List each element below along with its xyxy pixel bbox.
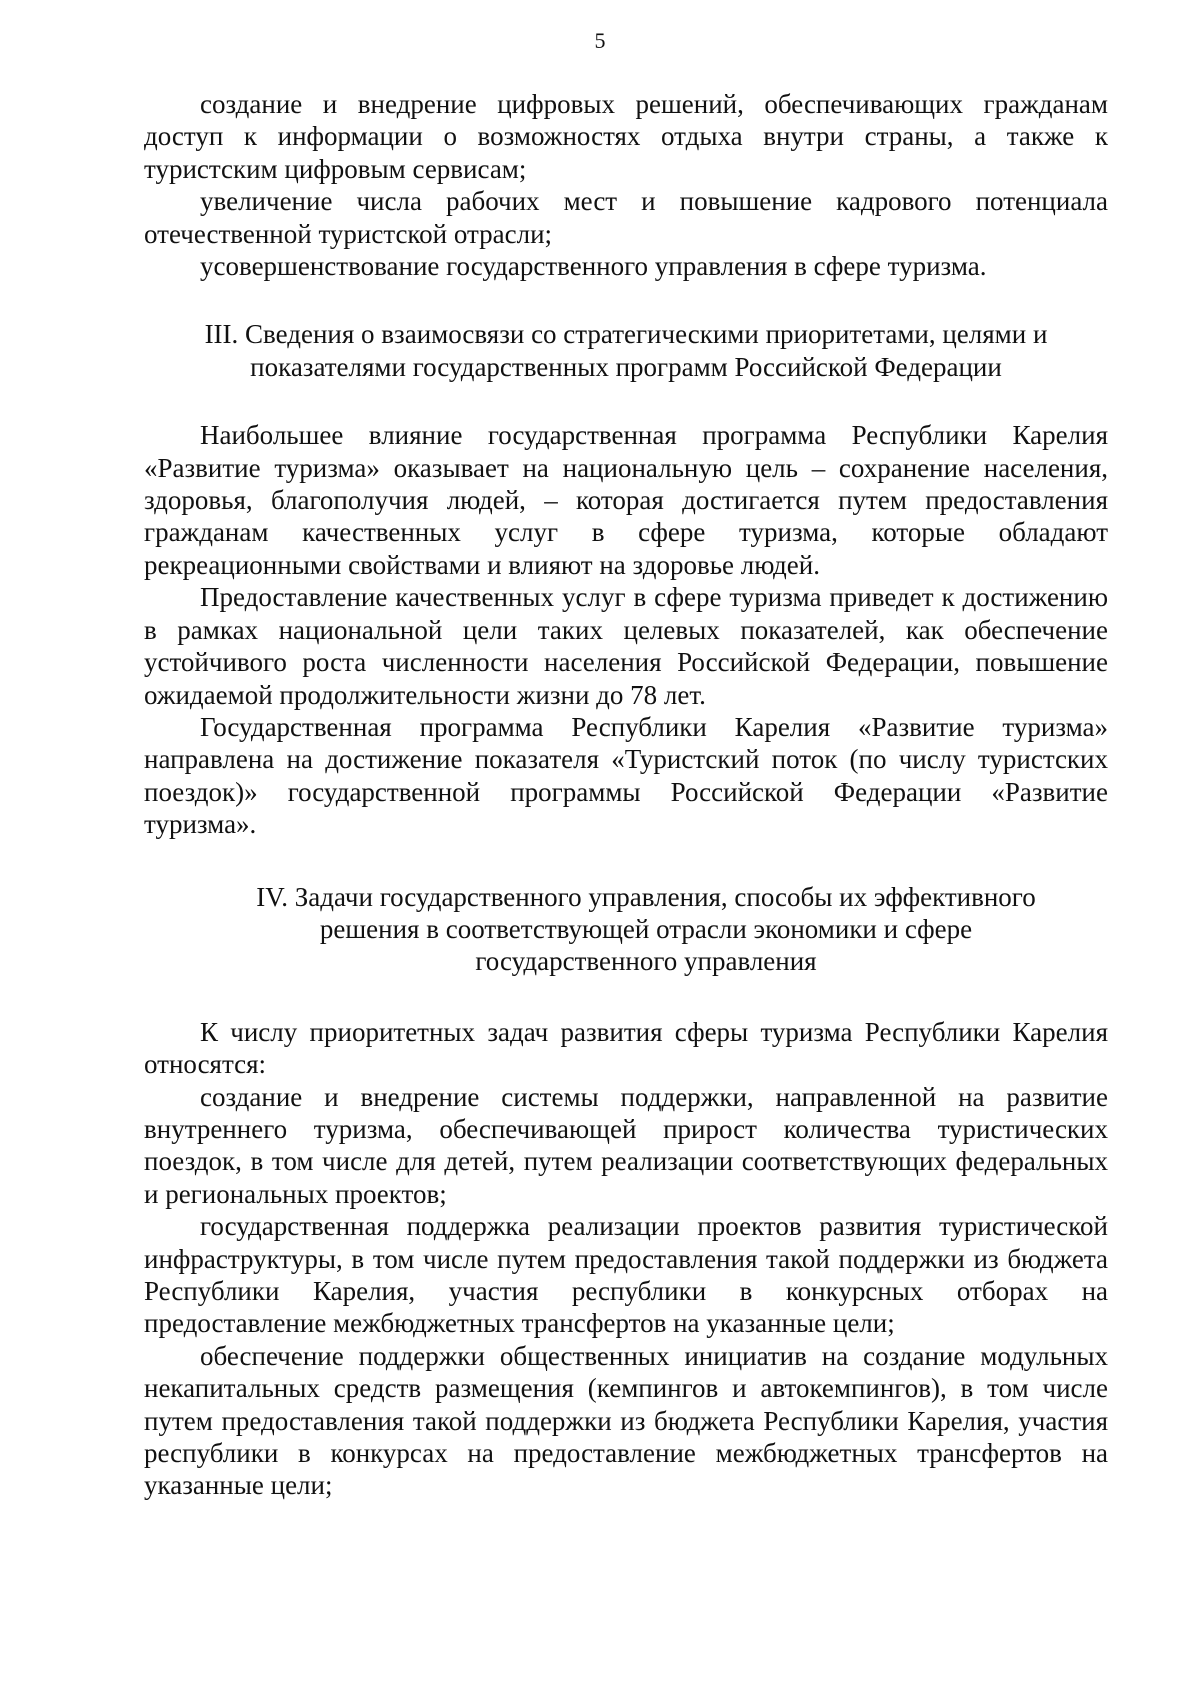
paragraph: увеличение числа рабочих мест и повышение кадрового потенциала отечественной туристской отрасли;: [144, 186, 1108, 249]
paragraph: К числу приоритетных задач развития сферы туризма Республики Карелия относятся:: [144, 1016, 1108, 1080]
section-4-heading: [144, 881, 1108, 978]
paragraph: создание и внедрение системы поддержки, направленной на развитие внутреннего туризма, обеспечивающей прирост количества туристических поездок, в том числе для детей, путем реализации соответствующих федеральных и региональных проектов;: [144, 1081, 1108, 1209]
section-4-heading-line: государственного управления: [475, 946, 817, 977]
paragraph: Предоставление качественных услуг в сфере туризма приведет к достижению в рамках национальной цели таких целевых показателей, как обеспечение устойчивого роста численности населения Российской Федерации, повышение ожидаемой продолжительности жизни до 78 лет.: [144, 582, 1108, 710]
section-3-heading-line: III. Сведения о взаимосвязи со стратегическими приоритетами, целями и: [204, 319, 1048, 350]
section-3-heading: [144, 318, 1108, 383]
paragraph: создание и внедрение цифровых решений, обеспечивающих гражданам доступ к информации о возможностях отдыха внутри страны, а также к туристским цифровым сервисам;: [144, 89, 1108, 184]
section-4-heading-line: решения в соответствующей отрасли экономики и сфере: [319, 913, 973, 944]
page-content: [144, 88, 1108, 1502]
paragraph: Наибольшее влияние государственная программа Республики Карелия «Развитие туризма» оказывает на национальную цель – сохранение населения, здоровья, благополучия людей, – которая достигается путем предоставления гражданам качественных услуг в сфере туризма, которые обладают рекреационными свойствами и влияют на здоровье людей.: [144, 420, 1108, 580]
page-number: 5: [594, 28, 606, 53]
paragraph: усовершенствование государственного управления в сфере туризма.: [200, 251, 987, 282]
paragraph: обеспечение поддержки общественных инициатив на создание модульных некапитальных средств размещения (кемпингов и автокемпингов), в том числе путем предоставления такой поддержки из бюджета Республики Карелия, участия республики в конкурсах на предоставление межбюджетных трансфертов на указанные цели;: [144, 1340, 1108, 1501]
paragraph: государственная поддержка реализации проектов развития туристической инфраструктуры, в том числе путем предоставления такой поддержки из бюджета Республики Карелия, участия республики в конкурсных отборах на предоставление межбюджетных трансфертов на указанные цели;: [144, 1211, 1108, 1339]
section-4-heading-line: IV. Задачи государственного управления, способы их эффективного: [256, 881, 1036, 912]
paragraph: Государственная программа Республики Карелия «Развитие туризма» направлена на достижение показателя «Туристский поток (по числу туристских поездок)» государственной программы Российской Федерации «Развитие туризма».: [144, 711, 1108, 840]
section-3-heading-line: показателями государственных программ Российской Федерации: [250, 351, 1002, 382]
